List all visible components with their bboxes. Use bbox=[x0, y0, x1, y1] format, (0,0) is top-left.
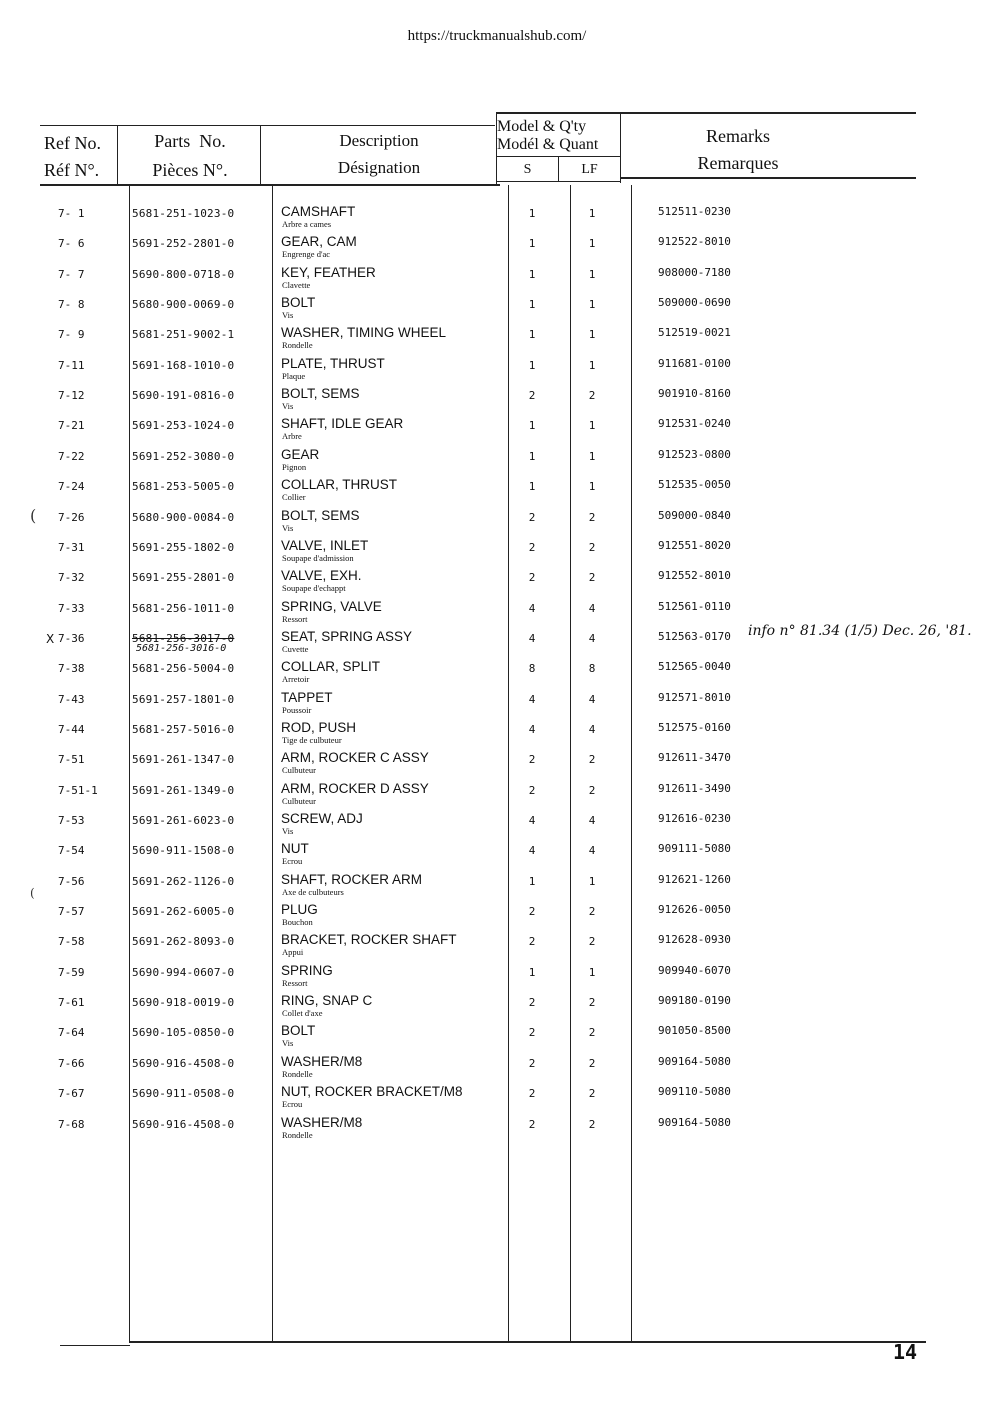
table-row bbox=[0, 448, 994, 478]
header-model-s: S bbox=[523, 162, 532, 177]
remark: 901050-8500 bbox=[658, 1024, 731, 1038]
table-row bbox=[0, 357, 994, 387]
table-row bbox=[0, 660, 994, 690]
qty-s: 1 bbox=[528, 874, 536, 888]
ref-no: 7- 9 bbox=[58, 328, 85, 342]
qty-lf: 1 bbox=[588, 298, 596, 312]
remark: 909180-0190 bbox=[658, 994, 731, 1008]
designation-fr: Tige de culbuteur bbox=[282, 734, 342, 745]
handwritten-note: info n° 81.34 (1/5) Dec. 26, '81. bbox=[748, 622, 972, 639]
designation-fr: Rondelle bbox=[282, 1068, 313, 1079]
part-no-correction: 5681-256-3016-0 bbox=[136, 642, 227, 654]
designation-fr: Rondelle bbox=[282, 340, 313, 351]
ref-no: 7-43 bbox=[58, 692, 85, 706]
qty-lf: 2 bbox=[588, 996, 596, 1010]
description: WASHER, TIMING WHEEL bbox=[281, 325, 447, 341]
table-row bbox=[0, 933, 994, 963]
table-top-border bbox=[40, 125, 495, 126]
ref-no: 7-21 bbox=[58, 419, 85, 433]
table-row bbox=[0, 691, 994, 721]
designation-fr: Clavette bbox=[282, 279, 311, 290]
header-bottom-border bbox=[40, 184, 500, 186]
designation-fr: Culbuteur bbox=[282, 765, 316, 776]
description: NUT bbox=[281, 841, 309, 857]
table-row bbox=[0, 478, 994, 508]
col-divider-desc-top bbox=[260, 125, 261, 185]
remark: 912571-8010 bbox=[658, 690, 731, 704]
part-no: 5691-261-1349-0 bbox=[132, 783, 235, 797]
remark: 909164-5080 bbox=[658, 1115, 731, 1129]
designation-fr: Vis bbox=[282, 826, 294, 836]
part-no: 5680-900-0069-0 bbox=[132, 298, 235, 312]
designation-fr: Ressort bbox=[282, 977, 308, 988]
description: ARM, ROCKER D ASSY bbox=[281, 780, 429, 796]
description: BOLT, SEMS bbox=[281, 507, 360, 523]
remark: 912531-0240 bbox=[658, 417, 731, 431]
ref-no: 7-31 bbox=[58, 540, 85, 554]
ref-no: 7-51 bbox=[58, 753, 85, 767]
col-divider-remarks bbox=[620, 113, 621, 183]
qty-lf: 1 bbox=[588, 874, 596, 888]
table-row bbox=[0, 1024, 994, 1054]
ref-no: 7-11 bbox=[58, 358, 85, 372]
ref-no: 7-56 bbox=[58, 874, 85, 888]
table-row bbox=[0, 1116, 994, 1146]
part-no: 5690-916-4508-0 bbox=[132, 1117, 235, 1131]
ref-no: 7-67 bbox=[58, 1087, 85, 1101]
designation-fr: Axe de culbuteurs bbox=[282, 886, 344, 897]
qty-lf: 1 bbox=[588, 328, 596, 342]
remark: 912616-0230 bbox=[658, 812, 731, 825]
header-model-fr: Modél & Quant bbox=[497, 136, 599, 153]
part-no: 5690-191-0816-0 bbox=[132, 389, 235, 403]
description: COLLAR, THRUST bbox=[281, 477, 398, 493]
qty-s: 8 bbox=[528, 662, 536, 676]
remark: 912626-0050 bbox=[658, 903, 731, 917]
header-parts-en: Parts No. bbox=[154, 131, 226, 151]
qty-s: 1 bbox=[528, 207, 536, 220]
remark: 512535-0050 bbox=[658, 478, 731, 492]
qty-lf: 4 bbox=[588, 722, 596, 736]
description: BOLT bbox=[281, 295, 316, 311]
description: CAMSHAFT bbox=[281, 204, 356, 219]
qty-lf: 2 bbox=[588, 935, 596, 949]
ref-no: 7-36 bbox=[58, 631, 85, 645]
qty-lf: 2 bbox=[588, 389, 596, 403]
remark: 912523-0800 bbox=[658, 447, 731, 461]
table-row bbox=[0, 812, 994, 842]
description: VALVE, INLET bbox=[281, 537, 369, 553]
description: NUT, ROCKER BRACKET/M8 bbox=[281, 1084, 463, 1100]
qty-s: 1 bbox=[528, 237, 536, 251]
designation-fr: Ecrou bbox=[282, 856, 303, 867]
qty-s: 1 bbox=[528, 358, 536, 372]
part-no: 5691-168-1010-0 bbox=[132, 358, 235, 372]
qty-lf: 2 bbox=[588, 905, 596, 919]
description: ARM, ROCKER C ASSY bbox=[281, 750, 429, 766]
qty-lf: 1 bbox=[588, 207, 596, 220]
header-url[interactable]: https://truckmanualshub.com/ bbox=[407, 28, 587, 44]
part-no: 5691-252-3080-0 bbox=[132, 449, 235, 463]
qty-lf: 2 bbox=[588, 1117, 596, 1131]
description: TAPPET bbox=[281, 689, 333, 705]
qty-lf: 2 bbox=[588, 1087, 596, 1101]
header-ref-fr: Réf N°. bbox=[44, 160, 100, 180]
qty-lf: 1 bbox=[588, 965, 596, 979]
description: WASHER/M8 bbox=[281, 1114, 363, 1130]
designation-fr: Rondelle bbox=[282, 1129, 313, 1140]
part-no: 5690-911-0508-0 bbox=[132, 1087, 235, 1101]
table-row bbox=[0, 994, 994, 1024]
description: COLLAR, SPLIT bbox=[281, 659, 381, 675]
table-bottom-border bbox=[130, 1341, 926, 1343]
remark: 909110-5080 bbox=[658, 1085, 731, 1099]
table-row bbox=[0, 964, 994, 994]
header-bottom-border-right bbox=[620, 177, 916, 179]
ref-no: 7-12 bbox=[58, 389, 85, 403]
description: PLUG bbox=[281, 902, 318, 918]
qty-s: 2 bbox=[528, 571, 536, 585]
part-no: 5681-256-1011-0 bbox=[132, 601, 235, 615]
ref-no: 7-51-1 bbox=[58, 783, 98, 797]
ref-no: 7-53 bbox=[58, 814, 85, 827]
ref-no: 7-54 bbox=[58, 844, 85, 858]
header-parts-fr: Pièces N°. bbox=[152, 160, 228, 180]
qty-lf: 2 bbox=[588, 510, 596, 524]
part-no: 5690-105-0850-0 bbox=[132, 1026, 235, 1040]
remark: 911681-0100 bbox=[658, 356, 731, 370]
ref-no: 7- 8 bbox=[58, 298, 85, 312]
designation-fr: Culbuteur bbox=[282, 795, 316, 806]
part-no: 5690-994-0607-0 bbox=[132, 965, 235, 979]
part-no: 5681-257-5016-0 bbox=[132, 722, 235, 736]
qty-s: 2 bbox=[528, 1026, 536, 1040]
remark: 912551-8020 bbox=[658, 538, 731, 552]
qty-lf: 1 bbox=[588, 267, 596, 281]
part-no: 5681-256-5004-0 bbox=[132, 662, 235, 676]
qty-s: 1 bbox=[528, 419, 536, 433]
description: BRACKET, ROCKER SHAFT bbox=[281, 932, 457, 948]
qty-s: 2 bbox=[528, 996, 536, 1010]
description: GEAR, CAM bbox=[281, 234, 357, 250]
table-row bbox=[0, 1085, 994, 1115]
table-row bbox=[0, 842, 994, 872]
qty-lf: 4 bbox=[588, 692, 596, 706]
qty-lf: 1 bbox=[588, 419, 596, 433]
qty-s: 2 bbox=[528, 540, 536, 554]
description: SEAT, SPRING ASSY bbox=[281, 628, 413, 644]
part-no: 5681-251-9002-1 bbox=[132, 328, 235, 342]
qty-s: 1 bbox=[528, 449, 536, 463]
designation-fr: Pignon bbox=[282, 461, 307, 472]
header-ref-en: Ref No. bbox=[44, 133, 101, 153]
table-row bbox=[0, 235, 994, 265]
ref-no: 7-66 bbox=[58, 1056, 85, 1070]
part-no: 5690-911-1508-0 bbox=[132, 844, 235, 858]
remark: 512563-0170 bbox=[658, 629, 731, 643]
designation-fr: Arbre bbox=[282, 431, 302, 442]
page-number: 14 bbox=[893, 1340, 918, 1364]
designation-fr: Engrenge d'ac bbox=[282, 249, 331, 260]
designation-fr: Vis bbox=[282, 1038, 294, 1049]
qty-lf: 2 bbox=[588, 783, 596, 797]
part-no: 5690-800-0718-0 bbox=[132, 267, 235, 281]
remark: 509000-0690 bbox=[658, 296, 731, 310]
part-no: 5681-253-5005-0 bbox=[132, 480, 235, 494]
ref-no: 7- 7 bbox=[58, 267, 85, 281]
designation-fr: Poussoir bbox=[282, 704, 312, 715]
description: PLATE, THRUST bbox=[281, 355, 385, 371]
qty-lf: 2 bbox=[588, 753, 596, 767]
qty-s: 2 bbox=[528, 1087, 536, 1101]
qty-lf: 4 bbox=[588, 844, 596, 858]
header-model-en: Model & Q'ty bbox=[497, 118, 587, 135]
part-no: 5691-261-1347-0 bbox=[132, 753, 235, 767]
table-row bbox=[0, 509, 994, 539]
ref-no: 7-32 bbox=[58, 571, 85, 585]
remark: 909940-6070 bbox=[658, 963, 731, 977]
qty-lf: 2 bbox=[588, 540, 596, 554]
qty-lf: 8 bbox=[588, 662, 596, 676]
table-bottom-left bbox=[60, 1345, 130, 1346]
col-divider-ref bbox=[117, 125, 118, 185]
table-row bbox=[0, 539, 994, 569]
designation-fr: Vis bbox=[282, 310, 294, 321]
description: WASHER/M8 bbox=[281, 1053, 363, 1069]
header-remarks-en: Remarks bbox=[706, 126, 770, 146]
description: BOLT bbox=[281, 1023, 316, 1039]
header-desc-en: Description bbox=[339, 131, 419, 150]
part-no: 5681-256-3017-0 bbox=[132, 631, 235, 645]
qty-lf: 1 bbox=[588, 237, 596, 251]
description: VALVE, EXH. bbox=[281, 568, 362, 584]
designation-fr: Vis bbox=[282, 522, 294, 533]
remark: 912552-8010 bbox=[658, 569, 731, 583]
remark: 912628-0930 bbox=[658, 933, 731, 947]
part-no: 5690-916-4508-0 bbox=[132, 1056, 235, 1070]
designation-fr: Ecrou bbox=[282, 1099, 303, 1110]
qty-s: 4 bbox=[528, 844, 536, 858]
table-row bbox=[0, 873, 994, 903]
remark: 509000-0840 bbox=[658, 508, 731, 522]
designation-fr: Soupape d'echappt bbox=[282, 583, 346, 594]
table-row bbox=[0, 387, 994, 417]
ref-no: 7-61 bbox=[58, 996, 85, 1010]
description: BOLT, SEMS bbox=[281, 386, 360, 402]
remark: 912522-8010 bbox=[658, 235, 731, 249]
description: GEAR bbox=[281, 446, 320, 462]
description: ROD, PUSH bbox=[281, 719, 357, 735]
margin-paren-mark: ( bbox=[30, 506, 37, 525]
ref-no: 7-64 bbox=[58, 1026, 85, 1040]
table-row bbox=[0, 622, 994, 660]
remark: 512565-0040 bbox=[658, 660, 731, 674]
qty-s: 4 bbox=[528, 692, 536, 706]
description: RING, SNAP C bbox=[281, 993, 373, 1009]
remark: 512511-0230 bbox=[658, 205, 731, 218]
remark: 512519-0021 bbox=[658, 326, 731, 340]
description: SHAFT, IDLE GEAR bbox=[281, 416, 404, 432]
description: SHAFT, ROCKER ARM bbox=[281, 871, 423, 887]
header-remarks-fr: Remarques bbox=[697, 153, 779, 173]
designation-fr: Cuvette bbox=[282, 643, 309, 654]
ref-no: 7-59 bbox=[58, 965, 85, 979]
description: SPRING bbox=[281, 962, 333, 978]
qty-s: 2 bbox=[528, 1056, 536, 1070]
qty-s: 4 bbox=[528, 601, 536, 615]
remark: 909111-5080 bbox=[658, 842, 731, 856]
ref-no: 7-38 bbox=[58, 662, 85, 676]
remark: 512561-0110 bbox=[658, 599, 731, 613]
part-no: 5691-262-8093-0 bbox=[132, 935, 235, 949]
designation-fr: Collet d'axe bbox=[282, 1008, 323, 1019]
designation-fr: Ressort bbox=[282, 613, 308, 624]
qty-s: 2 bbox=[528, 389, 536, 403]
part-no: 5690-918-0019-0 bbox=[132, 996, 235, 1010]
table-row bbox=[0, 751, 994, 781]
part-no: 5681-251-1023-0 bbox=[132, 207, 235, 220]
remark: 901910-8160 bbox=[658, 387, 731, 401]
qty-s: 2 bbox=[528, 783, 536, 797]
remark: 912621-1260 bbox=[658, 872, 731, 886]
ref-no: 7-26 bbox=[58, 510, 85, 524]
qty-s: 4 bbox=[528, 722, 536, 736]
description: SCREW, ADJ bbox=[281, 811, 363, 826]
qty-lf: 1 bbox=[588, 449, 596, 463]
qty-s: 1 bbox=[528, 328, 536, 342]
designation-fr: Arbre a cames bbox=[282, 219, 332, 229]
designation-fr: Appui bbox=[282, 947, 304, 958]
part-no: 5691-262-1126-0 bbox=[132, 874, 235, 888]
ref-no: 7-22 bbox=[58, 449, 85, 463]
table-row bbox=[0, 205, 994, 235]
qty-s: 1 bbox=[528, 298, 536, 312]
ref-no: 7-57 bbox=[58, 905, 85, 919]
designation-fr: Arretoir bbox=[282, 674, 310, 685]
designation-fr: Vis bbox=[282, 401, 294, 412]
qty-lf: 2 bbox=[588, 1026, 596, 1040]
table-row bbox=[0, 417, 994, 447]
table-row bbox=[0, 903, 994, 933]
part-no: 5691-262-6005-0 bbox=[132, 905, 235, 919]
designation-fr: Bouchon bbox=[282, 917, 313, 928]
table-row bbox=[0, 1055, 994, 1085]
table-row bbox=[0, 266, 994, 296]
table-top-border-right bbox=[496, 112, 916, 114]
designation-fr: Collier bbox=[282, 492, 306, 503]
ref-no: 7- 6 bbox=[58, 237, 85, 251]
part-no: 5691-253-1024-0 bbox=[132, 419, 235, 433]
remark: 908000-7180 bbox=[658, 265, 731, 279]
qty-s: 2 bbox=[528, 1117, 536, 1131]
table-row bbox=[0, 721, 994, 751]
part-no: 5691-255-1802-0 bbox=[132, 540, 235, 554]
qty-lf: 4 bbox=[588, 631, 596, 645]
ref-no: 7-44 bbox=[58, 722, 85, 736]
qty-s: 2 bbox=[528, 510, 536, 524]
margin-paren-mark: ( bbox=[30, 886, 35, 900]
designation-fr: Plaque bbox=[282, 370, 306, 381]
row-mark: X bbox=[46, 631, 55, 646]
qty-s: 2 bbox=[528, 905, 536, 919]
part-no: 5691-255-2801-0 bbox=[132, 571, 235, 585]
qty-s: 2 bbox=[528, 935, 536, 949]
part-no: 5680-900-0084-0 bbox=[132, 510, 235, 524]
qty-lf: 1 bbox=[588, 480, 596, 494]
qty-s: 2 bbox=[528, 753, 536, 767]
description: KEY, FEATHER bbox=[281, 264, 376, 280]
remark: 909164-5080 bbox=[658, 1054, 731, 1068]
part-no: 5691-261-6023-0 bbox=[132, 814, 235, 827]
remark: 512575-0160 bbox=[658, 720, 731, 734]
description: SPRING, VALVE bbox=[281, 598, 382, 614]
ref-no: 7-68 bbox=[58, 1117, 85, 1131]
part-no: 5691-257-1801-0 bbox=[132, 692, 235, 706]
part-no: 5691-252-2801-0 bbox=[132, 237, 235, 251]
table-row bbox=[0, 326, 994, 356]
qty-lf: 4 bbox=[588, 814, 596, 827]
qty-lf: 2 bbox=[588, 1056, 596, 1070]
qty-s: 4 bbox=[528, 631, 536, 645]
qty-s: 4 bbox=[528, 814, 536, 827]
qty-s: 1 bbox=[528, 965, 536, 979]
table-row bbox=[0, 782, 994, 812]
designation-fr: Soupape d'admission bbox=[282, 552, 354, 563]
qty-s: 1 bbox=[528, 267, 536, 281]
remark: 912611-3490 bbox=[658, 781, 731, 795]
qty-lf: 4 bbox=[588, 601, 596, 615]
remark: 912611-3470 bbox=[658, 751, 731, 765]
table-row bbox=[0, 569, 994, 599]
table-row bbox=[0, 296, 994, 326]
qty-s: 1 bbox=[528, 480, 536, 494]
ref-no: 7-58 bbox=[58, 935, 85, 949]
header-desc-fr: Désignation bbox=[337, 158, 421, 177]
ref-no: 7- 1 bbox=[58, 207, 85, 220]
header-model-lf: LF bbox=[581, 162, 598, 177]
ref-no: 7-24 bbox=[58, 480, 85, 494]
ref-no: 7-33 bbox=[58, 601, 85, 615]
qty-lf: 2 bbox=[588, 571, 596, 585]
qty-lf: 1 bbox=[588, 358, 596, 372]
